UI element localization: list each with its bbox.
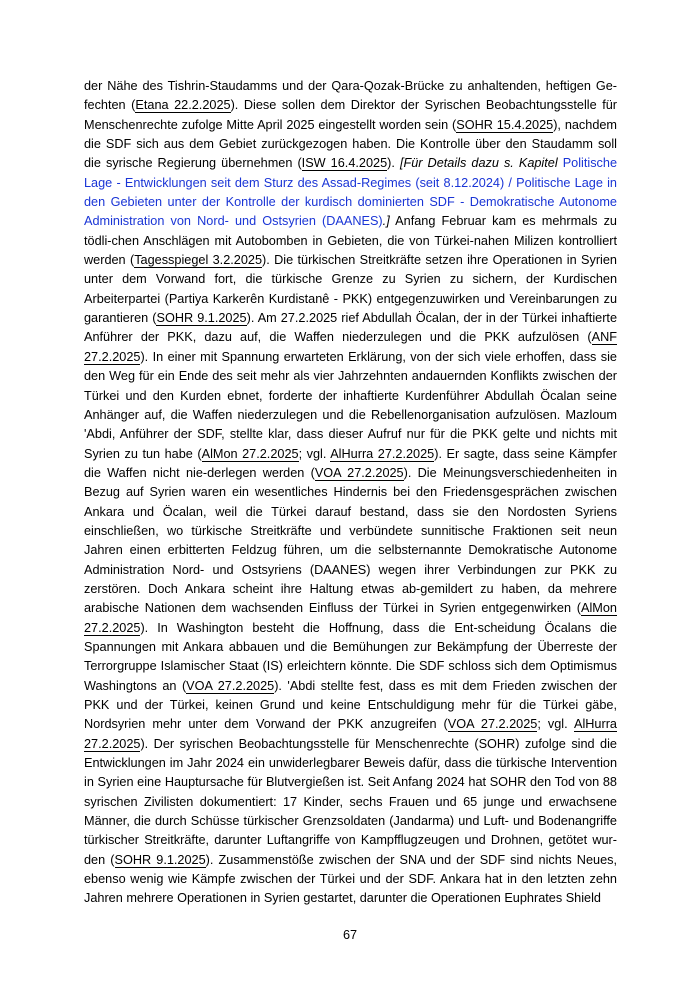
text-run: ), nachdem die SDF sich aus dem Gebiet zurückgezogen haben. Die Kontrolle über den Staudamm soll die syrische Regierung übernehmen ( [84, 117, 618, 171]
text-run: ). Er sagte, dass seine Kämpfer die Waffen nicht nie-derlegen werden ( [84, 446, 617, 480]
italic-note: .] [382, 214, 390, 229]
text-run: ). Die türkischen Streitkräfte setzen ihre Operationen in Syrien unter dem Vorwand fort, die türkische Grenze zu Syrien zu sichern, der Kurdischen Arbeiterpartei (Partiya Karkerên Kurdistanê - PKK) entgegenzuwirken und Vereinbarungen zu garantieren ( [84, 253, 617, 326]
text-run: der Nähe des Tishrin-Staudamms und der Qara-Qozak-Brücke zu anhaltenden, heftigen Ge-fechten ( [84, 79, 617, 113]
citation-link[interactable]: Etana 22.2.2025 [135, 98, 231, 113]
text-run: ). In Washington besteht die Hoffnung, dass die Ent-scheidung Öcalans die Spannungen mit Ankara abbauen und die Bemühungen zur Bekämpfung der Überreste der Terrorgruppe Islamischer Staat (IS) erleichtern könnte. Die SDF schloss sich dem Optimismus Washingtons an ( [84, 620, 617, 693]
citation-link[interactable]: ANF 27.2.2025 [84, 330, 617, 364]
text-run: ). Am 27.2.2025 rief Abdullah Öcalan, der in der Türkei inhaftierte Anführer der PKK, dazu auf, die Waffen niederzulegen und die PKK aufzulösen ( [84, 311, 618, 345]
text-run: ). Der syrischen Beobachtungsstelle für Menschenrechte (SOHR) zufolge sind die Entwicklungen im Jahr 2024 ein unwiderlegbarer Beweis dafür, dass die türkische Intervention in Syrien eine Hauptursache für Blutvergießen ist. Seit Anfang 2024 hat SOHR den Tod von 88 syrischen Zivilisten dokumentiert: 17 Kinder, sechs Frauen und 65 junge und erwachsene Männer, die durch Schüsse türkischer Grenzsoldaten (Jandarma) und Luft- und Bodenangriffe türkischer Streitkräfte, darunter Luftangriffe von Kampfflugzeugen und Drohnen, getötet wur-den ( [84, 736, 617, 867]
citation-link[interactable]: AlMon 27.2.2025 [201, 446, 299, 461]
citation-link[interactable]: VOA 27.2.2025 [186, 678, 275, 693]
text-run: ). [387, 156, 400, 171]
text-run: ; vgl. [537, 717, 574, 732]
text-run: ; vgl. [298, 446, 331, 461]
text-run: ). Diese sollen dem Direktor der Syrischen Beobachtungsstelle für Menschenrechte zufolge Mitte April 2025 eingestellt worden sein ( [84, 98, 617, 132]
citation-link[interactable]: ISW 16.4.2025 [301, 156, 388, 171]
text-run: ). 'Abdi stellte fest, dass es mit dem Frieden zwischen der PKK und der Türkei, keinen Grund und keine Entschuldigung mehr für die Türkei gäbe, Nordsyrien mehr unter dem Vorwand der PKK anzugreifen ( [84, 678, 617, 732]
text-run: ). Die Meinungsverschiedenheiten in Bezug auf Syrien waren ein wesentliches Hindernis bei den Friedensgesprächen zwischen Ankara und Öcalan, weil die Türkei darauf bestand, dass sie den Nordosten Syriens einschließen, wo türkische Streitkräfte und verbündete sunnitische Fraktionen seit neun Jahren einen erbitterten Feldzug führen, um die selbsternannte Demokratische Autonome Administration Nord- und Ostsyriens (DAANES) wegen ihrer Verbindungen zur PKK zu zerstören. Doch Ankara scheint ihre Haltung etwas ab-gemildert zu haben, da mehrere arabische Nationen dem wachsenden Einfluss der Türkei in Syrien entgegenwirken ( [84, 465, 617, 616]
citation-link[interactable]: Tagesspiegel 3.2.2025 [134, 253, 263, 268]
text-run: ). In einer mit Spannung erwarteten Erklärung, von der sich viele erhoffen, dass sie den Weg für ein Ende des seit mehr als vier Jahrzehnten andauernden Konflikts zwischen der Türkei und den Kurden ebnet, forderte der inhaftierte Kurdenführer Abdullah Öcalan seine Anhänger auf, die Waffen niederzulegen und die Rebellenorganisation aufzulösen. Mazloum 'Abdi, Anführer der SDF, stellte klar, dass dieser Aufruf nur für die PKK gelte und nichts mit Syrien zu tun habe ( [84, 349, 617, 461]
citation-link[interactable]: AlHurra 27.2.2025 [330, 446, 435, 461]
citation-link[interactable]: VOA 27.2.2025 [447, 717, 538, 732]
body-text [84, 77, 617, 909]
citation-link[interactable]: SOHR 15.4.2025 [456, 117, 554, 132]
italic-note: [Für Details dazu s. Kapitel [399, 156, 563, 171]
citation-link[interactable]: SOHR 9.1.2025 [156, 311, 247, 326]
citation-link[interactable]: VOA 27.2.2025 [314, 465, 404, 480]
page-number: 67 [342, 928, 358, 942]
chapter-cross-reference-link[interactable]: Politische Lage - Entwicklungen seit dem Sturz des Assad-Regimes (seit 8.12.2024) / Politische Lage in den Gebieten unter der Kontrolle der kurdisch dominierten SDF - Demokratische Autonome Administration von Nord- und Ostsyrien (DAANES) [84, 156, 618, 229]
citation-link[interactable]: AlMon 27.2.2025 [84, 601, 617, 635]
text-run: ). Zusammenstöße zwischen der SNA und der SDF sind nichts Neues, ebenso wenig wie Kämpfe zwischen der Türkei und der SDF. Ankara hat in den letzten zehn Jahren mehrere Operationen in Syrien gestartet, darunter die Operationen Euphrates Shield [84, 852, 618, 906]
citation-link[interactable]: SOHR 9.1.2025 [114, 852, 206, 867]
text-run: Anfang Februar kam es mehrmals zu tödli-chen Anschlägen mit Autobomben in Gebieten, die von Türkei-nahen Milizen kontrolliert werden ( [84, 214, 617, 268]
citation-link[interactable]: AlHurra 27.2.2025 [84, 717, 617, 751]
